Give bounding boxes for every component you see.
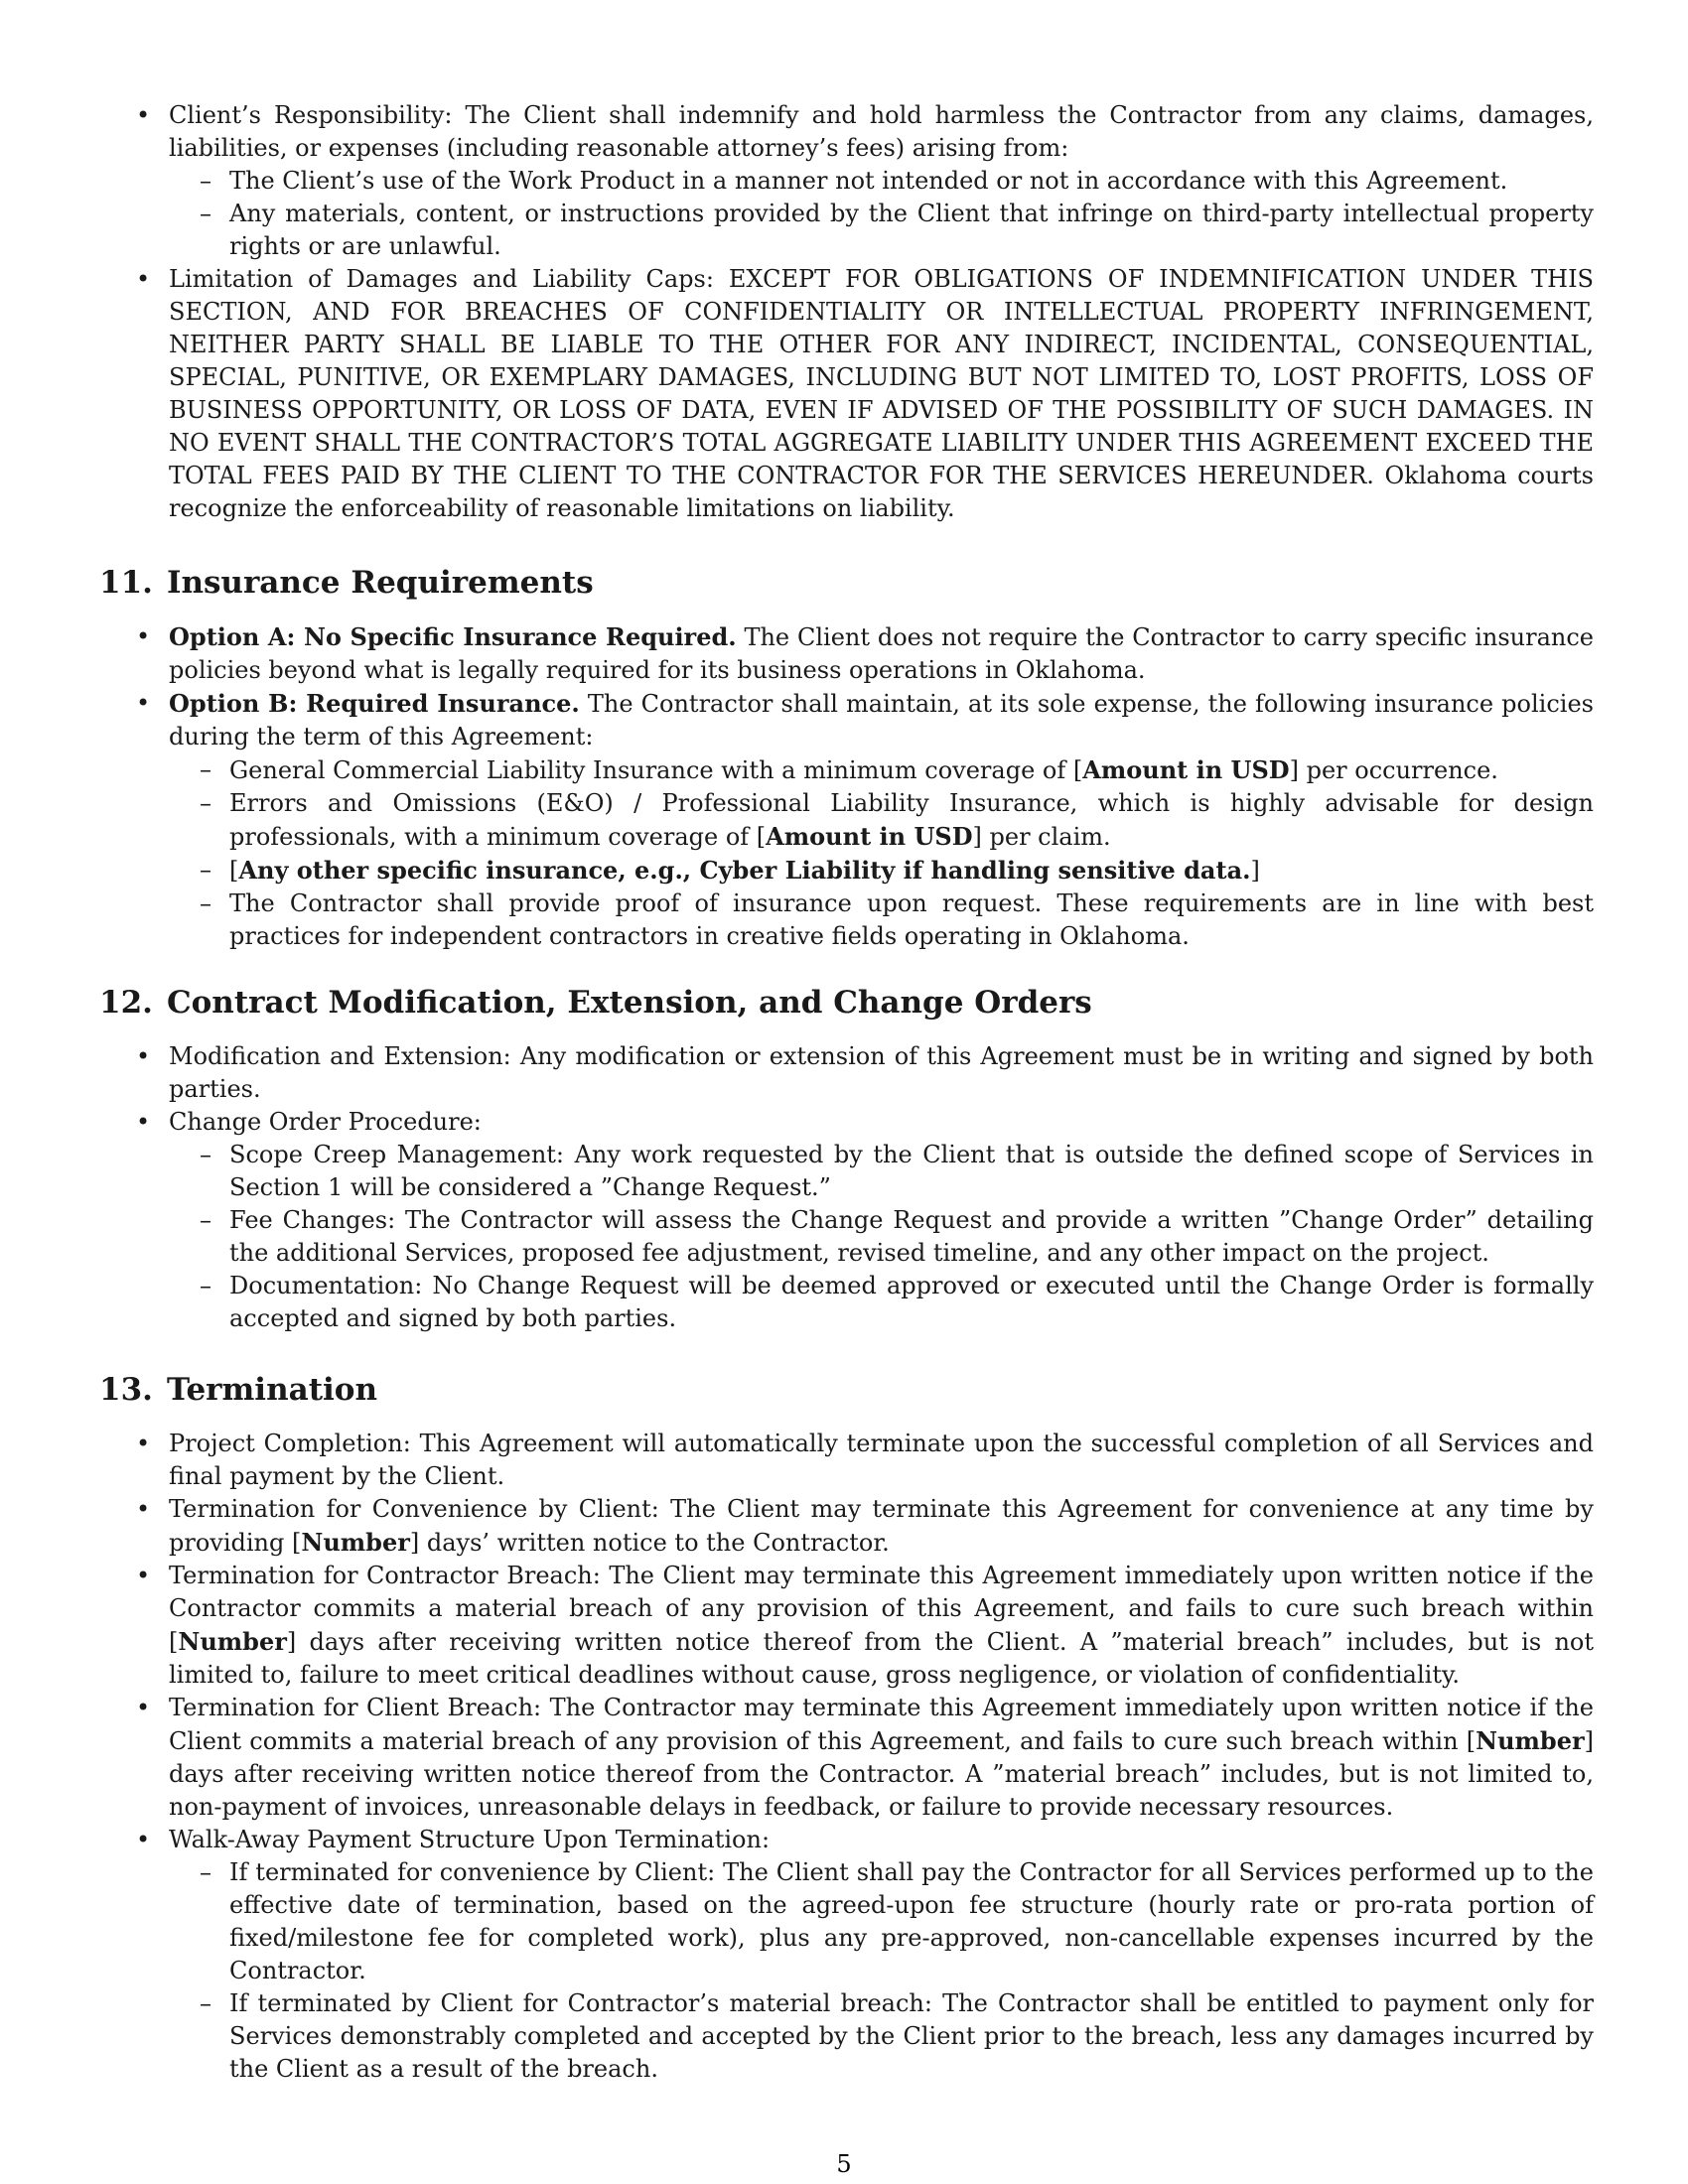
page-number: 5 [836,2150,852,2178]
section-12-list [99,1040,1594,1335]
section-10-continued [99,99,1594,525]
project-completion-item: • Project Completion: This Agreement will automatically terminate upon the successful completion of all Services and final payment by the Client. [99,1428,1594,1493]
section-13-heading: 13. Termination [99,1372,378,1408]
termination-client-breach-item: • Termination for Client Breach: The Contractor may terminate this Agreement immediately upon written notice if the Client commits a material breach of any provision of this Agreement, and fails to cure such breach within [Number] days after receiving written notice thereof from the Contractor. A ”material breach” includes, but is not limited to, non-payment of invoices, unreasonable delays in feedback, or failure to provide necessary resources. [99,1692,1594,1824]
option-b-sublist [169,753,1594,953]
list-item: – General Commercial Liability Insurance with a minimum coverage of [Amount in USD] per occurrence. [169,753,1594,787]
client-responsibility-item: • Client’s Responsibility: The Client shall indemnify and hold harmless the Contractor from any claims, damages, liabilities, or expenses (including reasonable attorney’s fees) arising from: – The Client’s use of the Work Product in a manner not intended or not in accordance with this Agreement. – Any materials, content, or instructions provided by the Client that infringe on third-party intellectual property rights or are unlawful. [99,99,1594,263]
termination-contractor-breach-item: • Termination for Contractor Breach: The Client may terminate this Agreement immediately upon written notice if the Contractor commits a material breach of any provision of this Agreement, and fails to cure such breach within [Number] days after receiving written notice thereof from the Client. A ”material breach” includes, but is not limited to, failure to meet critical deadlines without cause, gross negligence, or violation of confidentiality. [99,1560,1594,1692]
section-13-list [99,1428,1594,2086]
limitation-of-damages-item: • Limitation of Damages and Liability Caps: EXCEPT FOR OBLIGATIONS OF INDEMNIFICATION UNDER THIS SECTION, AND FOR BREACHES OF CONFIDENTIALITY OR INTELLECTUAL PROPERTY INFRINGEMENT, NEITHER PARTY SHALL BE LIABLE TO THE OTHER FOR ANY INDIRECT, INCIDENTAL, CONSEQUENTIAL, SPECIAL, PUNITIVE, OR EXEMPLARY DAMAGES, INCLUDING BUT NOT LIMITED TO, LOST PROFITS, LOSS OF BUSINESS OPPORTUNITY, OR LOSS OF DATA, EVEN IF ADVISED OF THE POSSIBILITY OF SUCH DAMAGES. IN NO EVENT SHALL THE CONTRACTOR’S TOTAL AGGREGATE LIABILITY UNDER THIS AGREEMENT EXCEED THE TOTAL FEES PAID BY THE CLIENT TO THE CONTRACTOR FOR THE SERVICES HEREUNDER. Oklahoma courts recognize the enforceability of reasonable limitations on liability. [99,263,1594,525]
list-item: – Fee Changes: The Contractor will assess the Change Request and provide a written ”Change Order” detailing the additional Services, proposed fee adjustment, revised timeline, and any other impact on the project. [169,1204,1594,1270]
walk-away-payment-item: • Walk-Away Payment Structure Upon Termination: – If terminated for convenience by Client: The Client shall pay the Contractor for all Services performed up to the effective date of termination, based on the agreed-upon fee structure (hourly rate or pro-rata portion of fixed/milestone fee for completed work), plus any pre-approved, non-cancellable expenses incurred by the Contractor. – If terminated by Client for Contractor’s material breach: The Contractor shall be entitled to payment only for Services demonstrably completed and accepted by the Client prior to the breach, less any damages incurred by the Client as a result of the breach. [99,1824,1594,2086]
list-item: – If terminated by Client for Contractor’s material breach: The Contractor shall be entitled to payment only for Services demonstrably completed and accepted by the Client prior to the breach, less any damages incurred by the Client as a result of the breach. [169,1987,1594,2086]
list-item: – Errors and Omissions (E&O) / Professional Liability Insurance, which is highly advisable for design professionals, with a minimum coverage of [Amount in USD] per claim. [169,787,1594,854]
section-10-list [99,99,1594,525]
list-item: – The Client’s use of the Work Product in a manner not intended or not in accordance with this Agreement. [169,165,1594,198]
list-item: – Documentation: No Change Request will be deemed approved or executed until the Change Order is formally accepted and signed by both parties. [169,1270,1594,1335]
list-item: – The Contractor shall provide proof of insurance upon request. These requirements are in line with best practices for independent contractors in creative fields operating in Oklahoma. [169,887,1594,953]
list-item: – Any materials, content, or instructions provided by the Client that infringe on third-party intellectual property rights or are unlawful. [169,198,1594,263]
section-12-body [99,1040,1594,1335]
walk-away-sublist [169,1856,1594,2086]
document-page [99,0,1594,2184]
section-11-body [99,620,1594,953]
section-11-heading: 11. Insurance Requirements [99,565,594,601]
section-11-list [99,620,1594,953]
list-item: – [Any other specific insurance, e.g., Cyber Liability if handling sensitive data.] [169,854,1594,887]
option-a-item: • Option A: No Specific Insurance Required. The Client does not require the Contractor to carry specific insurance policies beyond what is legally required for its business operations in Oklahoma. [99,620,1594,687]
change-order-item: • Change Order Procedure: – Scope Creep Management: Any work requested by the Client that is outside the defined scope of Services in Section 1 will be considered a ”Change Request.” – Fee Changes: The Contractor will assess the Change Request and provide a written ”Change Order” detailing the additional Services, proposed fee adjustment, revised timeline, and any other impact on the project. – Documentation: No Change Request will be deemed approved or executed until the Change Order is formally accepted and signed by both parties. [99,1106,1594,1335]
section-12-heading: 12. Contract Modification, Extension, and Change Orders [99,985,1092,1021]
client-responsibility-sublist [169,165,1594,263]
option-b-item: • Option B: Required Insurance. The Contractor shall maintain, at its sole expense, the following insurance policies during the term of this Agreement: – General Commercial Liability Insurance with a minimum coverage of [Amount in USD] per occurrence. – Errors and Omissions (E&O) / Professional Liability Insurance, which is highly advisable for design professionals, with a minimum coverage of [Amount in USD] per claim. – [Any other specific insurance, e.g., Cyber Liability if handling sensitive data.] – The Contractor shall provide proof of insurance upon request. These requirements are in line with best practices for independent contractors in creative fields operating in Oklahoma. [99,687,1594,953]
section-13-body [99,1428,1594,2086]
list-item: – If terminated for convenience by Client: The Client shall pay the Contractor for all Services performed up to the effective date of termination, based on the agreed-upon fee structure (hourly rate or pro-rata portion of fixed/milestone fee for completed work), plus any pre-approved, non-cancellable expenses incurred by the Contractor. [169,1856,1594,1987]
change-order-sublist [169,1139,1594,1335]
modification-item: • Modification and Extension: Any modification or extension of this Agreement must be in writing and signed by both parties. [99,1040,1594,1106]
list-item: – Scope Creep Management: Any work requested by the Client that is outside the defined scope of Services in Section 1 will be considered a ”Change Request.” [169,1139,1594,1204]
termination-convenience-item: • Termination for Convenience by Client: The Client may terminate this Agreement for convenience at any time by providing [Number] days’ written notice to the Contractor. [99,1493,1594,1560]
